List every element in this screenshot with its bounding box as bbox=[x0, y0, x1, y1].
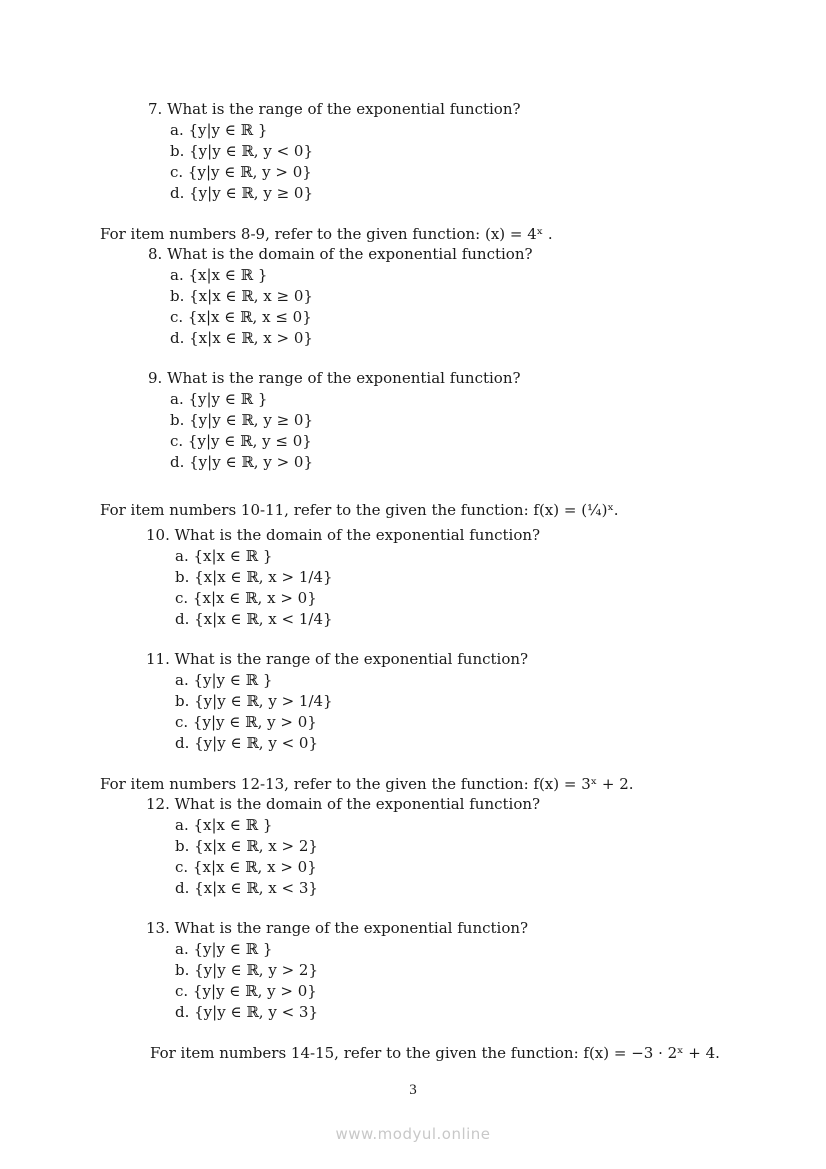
q8-choice-a: a. {x|x ∈ ℝ } bbox=[170, 266, 268, 284]
q11-choice-d: d. {y|y ∈ ℝ, y < 0} bbox=[175, 734, 318, 752]
q9-choice-b: b. {y|y ∈ ℝ, y ≥ 0} bbox=[170, 411, 313, 429]
q10-choice-d: d. {x|x ∈ ℝ, x < 1/4} bbox=[175, 610, 333, 628]
intro-items-12-13: For item numbers 12-13, refer to the given the function: f(x) = 3ˣ + 2. bbox=[100, 775, 634, 793]
q12-choice-c: c. {x|x ∈ ℝ, x > 0} bbox=[175, 858, 317, 876]
watermark: www.modyul.online bbox=[335, 1125, 491, 1143]
q12-choice-b: b. {x|x ∈ ℝ, x > 2} bbox=[175, 837, 318, 855]
q11-choice-b: b. {y|y ∈ ℝ, y > 1/4} bbox=[175, 692, 333, 710]
q10-choice-a: a. {x|x ∈ ℝ } bbox=[175, 547, 273, 565]
q12-question: 12. What is the domain of the exponential function? bbox=[146, 795, 541, 813]
q13-choice-c: c. {y|y ∈ ℝ, y > 0} bbox=[175, 982, 317, 1000]
q11-choice-c: c. {y|y ∈ ℝ, y > 0} bbox=[175, 713, 317, 731]
q7-question: 7. What is the range of the exponential function? bbox=[148, 100, 521, 118]
q8-choice-c: c. {x|x ∈ ℝ, x ≤ 0} bbox=[170, 308, 312, 326]
intro-items-14-15: For item numbers 14-15, refer to the given the function: f(x) = −3 · 2ˣ + 4. bbox=[150, 1044, 720, 1062]
q9-question: 9. What is the range of the exponential function? bbox=[148, 369, 521, 387]
q9-choice-c: c. {y|y ∈ ℝ, y ≤ 0} bbox=[170, 432, 312, 450]
q13-choice-d: d. {y|y ∈ ℝ, y < 3} bbox=[175, 1003, 318, 1021]
q9-choice-d: d. {y|y ∈ ℝ, y > 0} bbox=[170, 453, 313, 471]
q12-choice-d: d. {x|x ∈ ℝ, x < 3} bbox=[175, 879, 318, 897]
intro-items-8-9: For item numbers 8-9, refer to the given function: (x) = 4ˣ . bbox=[100, 225, 553, 243]
q8-question: 8. What is the domain of the exponential function? bbox=[148, 245, 533, 263]
q7-choice-d: d. {y|y ∈ ℝ, y ≥ 0} bbox=[170, 184, 313, 202]
q10-choice-c: c. {x|x ∈ ℝ, x > 0} bbox=[175, 589, 317, 607]
q10-question: 10. What is the domain of the exponential function? bbox=[146, 526, 541, 544]
q12-choice-a: a. {x|x ∈ ℝ } bbox=[175, 816, 273, 834]
q8-choice-b: b. {x|x ∈ ℝ, x ≥ 0} bbox=[170, 287, 313, 305]
page-number: 3 bbox=[409, 1082, 417, 1098]
q11-question: 11. What is the range of the exponential function? bbox=[146, 650, 529, 668]
q13-choice-a: a. {y|y ∈ ℝ } bbox=[175, 940, 273, 958]
q11-choice-a: a. {y|y ∈ ℝ } bbox=[175, 671, 273, 689]
q13-choice-b: b. {y|y ∈ ℝ, y > 2} bbox=[175, 961, 318, 979]
q13-question: 13. What is the range of the exponential function? bbox=[146, 919, 529, 937]
q7-choice-a: a. {y|y ∈ ℝ } bbox=[170, 121, 268, 139]
intro-items-10-11: For item numbers 10-11, refer to the given the function: f(x) = (¼)ˣ. bbox=[100, 501, 619, 519]
q7-choice-c: c. {y|y ∈ ℝ, y > 0} bbox=[170, 163, 312, 181]
q10-choice-b: b. {x|x ∈ ℝ, x > 1/4} bbox=[175, 568, 333, 586]
q7-choice-b: b. {y|y ∈ ℝ, y < 0} bbox=[170, 142, 313, 160]
q9-choice-a: a. {y|y ∈ ℝ } bbox=[170, 390, 268, 408]
q8-choice-d: d. {x|x ∈ ℝ, x > 0} bbox=[170, 329, 313, 347]
